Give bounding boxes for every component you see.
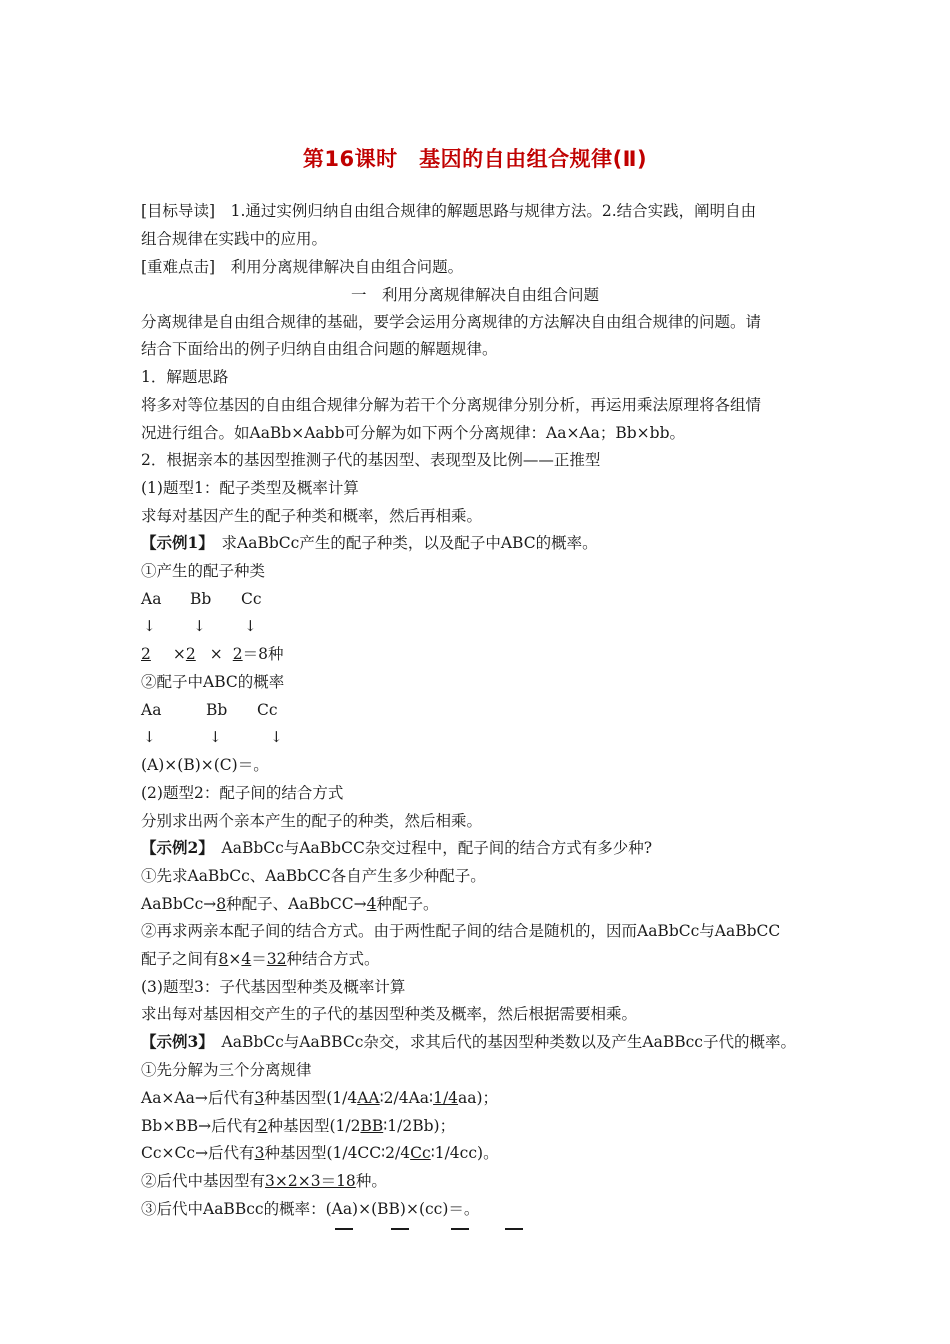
- answer: AA: [357, 1089, 380, 1107]
- arrow-down-icon: ↓: [270, 728, 283, 746]
- type2-step2-line1: ②再求两亲本配子间的结合方式。由于两性配子间的结合是随机的，因而AaBbCc与AaBbCC: [141, 922, 781, 940]
- text: ②后代中基因型有: [141, 1172, 266, 1190]
- example3-label: 【示例3】: [141, 1032, 207, 1051]
- answer: 3×2×3＝18: [265, 1172, 356, 1190]
- example2-label: 【示例2】: [141, 838, 207, 857]
- answer-32: 32: [266, 950, 287, 968]
- example3: [141, 1032, 796, 1052]
- text: Bb×BB→后代有: [141, 1117, 258, 1135]
- text: ∶2/4Aa∶: [379, 1089, 434, 1107]
- answer: Cc: [410, 1144, 431, 1162]
- text: ×: [228, 950, 242, 968]
- calc-op2: ×: [209, 645, 223, 663]
- text: 种结合方式。: [286, 950, 380, 968]
- text: ＝: [251, 950, 267, 968]
- intro-line-2: 结合下面给出的例子归纳自由组合问题的解题规律。: [141, 340, 498, 358]
- type2-desc: 分别求出两个亲本产生的配子的种类，然后相乘。: [141, 812, 483, 830]
- fraction-bar: [335, 1228, 353, 1230]
- probability-calc: (A)×(B)×(C)＝。: [141, 756, 269, 774]
- calc-n3: 2: [232, 645, 243, 663]
- type3-step1: ①先分解为三个分离规律: [141, 1061, 312, 1079]
- example3-text: AaBbCc与AaBBCc杂交，求其后代的基因型种类数以及产生AaBBcc子代的概率。: [206, 1033, 796, 1051]
- type3-step3: ③后代中AaBBcc的概率：(Aa)×(BB)×(cc)＝。: [141, 1200, 480, 1218]
- part1-line-1: 将多对等位基因的自由组合规律分解为若干个分离规律分别分析，再运用乘法原理将各组情: [141, 396, 762, 414]
- text: aa)；: [458, 1089, 499, 1107]
- example1: [141, 533, 598, 553]
- row-bb: [141, 1116, 455, 1136]
- arrow-down-icon: ↓: [244, 617, 257, 635]
- answer-4: 4: [241, 950, 252, 968]
- row-aa: [141, 1088, 498, 1108]
- gene-cc: Cc: [241, 590, 262, 608]
- calc-n1: 2: [141, 645, 151, 663]
- part1-line-2: 况进行组合。如AaBb×Aabb可分解为如下两个分离规律：Aa×Aa；Bb×bb。: [141, 424, 686, 442]
- arrow-down-icon: ↓: [143, 728, 156, 746]
- calc-op1: ×: [172, 645, 186, 663]
- type3-step2: [141, 1171, 387, 1191]
- answer: 1/4: [433, 1089, 459, 1107]
- text: 种基因型(1/4: [264, 1089, 358, 1107]
- key-point: [重难点击] 利用分离规律解决自由组合问题。: [141, 258, 464, 276]
- arrow-down-icon: ↓: [143, 617, 156, 635]
- type3-desc: 求出每对基因相交产生的子代的基因型种类及概率，然后根据需要相乘。: [141, 1005, 638, 1023]
- fraction-bar: [391, 1228, 409, 1230]
- answer: 3: [254, 1089, 265, 1107]
- type1-sub1: ①产生的配子种类: [141, 562, 266, 580]
- type2-step1b: [141, 894, 439, 914]
- text: 种配子。: [376, 895, 439, 913]
- text: 种基因型(1/2: [267, 1117, 361, 1135]
- calc-n2: 2: [185, 645, 196, 663]
- text: 种。: [355, 1172, 387, 1190]
- type1-desc: 求每对基因产生的配子种类和概率，然后再相乘。: [141, 507, 483, 525]
- type1-heading: (1)题型1：配子类型及概率计算: [141, 479, 359, 497]
- answer-4: 4: [366, 895, 377, 913]
- arrow-down-icon: ↓: [193, 617, 206, 635]
- answer-8: 8: [216, 895, 227, 913]
- gamete-calc: [141, 644, 284, 664]
- text: AaBbCc→: [141, 895, 217, 913]
- page-title: 第16课时 基因的自由组合规律(Ⅱ): [302, 147, 648, 171]
- section-heading: 一 利用分离规律解决自由组合问题: [350, 286, 599, 304]
- arrow-down-icon: ↓: [209, 728, 222, 746]
- type2-heading: (2)题型2：配子间的结合方式: [141, 784, 344, 802]
- text: 种基因型(1/4CC∶2/4: [264, 1144, 411, 1162]
- answer: 2: [257, 1117, 268, 1135]
- answer-8: 8: [218, 950, 229, 968]
- part2-heading: 2．根据亲本的基因型推测子代的基因型、表现型及比例——正推型: [141, 451, 601, 469]
- answer: 3: [254, 1144, 265, 1162]
- type2-step2-line2: [141, 949, 380, 969]
- fraction-bar: [451, 1228, 469, 1230]
- gene-bb: Bb: [206, 701, 228, 719]
- text: Aa×Aa→后代有: [141, 1089, 255, 1107]
- example1-label: 【示例1】: [141, 533, 207, 552]
- fraction-bar: [505, 1228, 523, 1230]
- text: ∶1/4cc)。: [430, 1144, 499, 1162]
- goal-line-1: [目标导读] 1.通过实例归纳自由组合规律的解题思路与规律方法。2.结合实践，阐明自由: [141, 202, 757, 220]
- text: 配子之间有: [141, 950, 219, 968]
- gene-aa: Aa: [141, 701, 162, 719]
- part1-heading: 1．解题思路: [141, 368, 229, 386]
- example2: [141, 838, 652, 858]
- text: Cc×Cc→后代有: [141, 1144, 255, 1162]
- gene-cc: Cc: [257, 701, 278, 719]
- intro-line-1: 分离规律是自由组合规律的基础，要学会运用分离规律的方法解决自由组合规律的问题。请: [141, 313, 762, 331]
- goal-line-2: 组合规律在实践中的应用。: [141, 230, 328, 248]
- text: ∶1/2Bb)；: [383, 1117, 456, 1135]
- example1-text: 求AaBbCc产生的配子种类，以及配子中ABC的概率。: [206, 534, 598, 552]
- type1-sub2: ②配子中ABC的概率: [141, 673, 285, 691]
- type2-step1: ①先求AaBbCc、AaBbCC各自产生多少种配子。: [141, 867, 486, 885]
- gene-bb: Bb: [190, 590, 212, 608]
- example2-text: AaBbCc与AaBbCC杂交过程中，配子间的结合方式有多少种?: [206, 839, 653, 857]
- text: 种配子、AaBbCC→: [226, 895, 367, 913]
- row-cc: [141, 1143, 499, 1163]
- gene-aa: Aa: [141, 590, 162, 608]
- type3-heading: (3)题型3：子代基因型种类及概率计算: [141, 978, 406, 996]
- answer: BB: [360, 1117, 384, 1135]
- calc-result: ＝8种: [242, 645, 284, 663]
